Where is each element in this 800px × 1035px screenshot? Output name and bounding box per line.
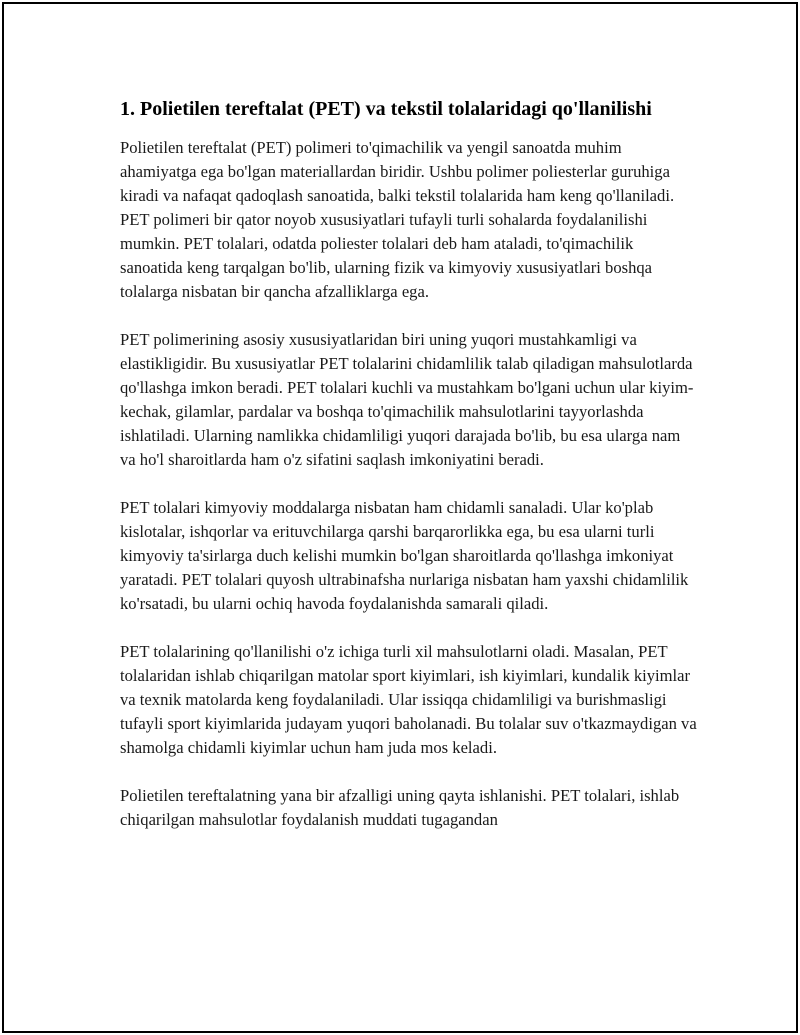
paragraph-5: Polietilen tereftalatning yana bir afzalligi uning qayta ishlanishi. PET tolalari, ishlab chiqarilgan mahsulotlar foydalanish muddati tugagandan [120,786,680,829]
paragraph-3: PET tolalari kimyoviy moddalarga nisbatan ham chidamli sanaladi. Ular ko'plab kislotalar, ishqorlar va erituvchilarga qarshi barqarorlikka ega, bu esa ularni turli kimyoviy ta'sirlarga duch kelishi mumkin bo'lgan sharoitlarda qo'llashga imkoniyat yaratadi. PET tolalari quyosh ultrabinafsha nurlariga nisbatan ham yaxshi chidamlilik ko'rsatadi, bu ularni ochiq havoda foydalanishda samarali qiladi. [120,498,689,613]
paragraph-1: Polietilen tereftalat (PET) polimeri to'qimachilik va yengil sanoatda muhim ahamiyatga ega bo'lgan materiallardan biridir. Ushbu polimer poliesterlar guruhiga kiradi va nafaqat qadoqlash sanoatida, balki tekstil tolalarida ham keng qo'llaniladi. PET polimeri bir qator noyob xususiyatlari tufayli turli sohalarda foydalanilishi mumkin. PET tolalari, odatda poliester tolalari deb ham ataladi, to'qimachilik sanoatida keng tarqalgan bo'lib, ularning fizik va kimyoviy xususiyatlari boshqa tolalarga nisbatan bir qancha afzalliklarga ega. [120,138,675,301]
document-page [2,2,798,1033]
paragraph-2: PET polimerining asosiy xususiyatlaridan biri uning yuqori mustahkamligi va elastikligidir. Bu xususiyatlar PET tolalarini chidamlilik talab qiladigan mahsulotlarda qo'llashga imkon beradi. PET tolalari kuchli va mustahkam bo'lgani uchun ular kiyim-kechak, gilamlar, pardalar va boshqa to'qimachilik mahsulotlarini tayyorlashda ishlatiladi. Ularning namlikka chidamliligi yuqori darajada bo'lib, bu esa ularga nam va ho'l sharoitlarda ham o'z sifatini saqlash imkoniyatini beradi. [120,330,694,469]
paragraph-4: PET tolalarining qo'llanilishi o'z ichiga turli xil mahsulotlarni oladi. Masalan, PET tolalaridan ishlab chiqarilgan matolar sport kiyimlari, ish kiyimlari, kundalik kiyimlar va texnik matolarda keng foydalaniladi. Ular issiqqa chidamliligi va burishmasligi tufayli sport kiyimlarida judayam yuqori baholanadi. Bu tolalar suv o'tkazmaydigan va shamolga chidamli kiyimlar uchun ham juda mos keladi. [120,642,697,757]
section-heading: 1. Polietilen tereftalat (PET) va tekstil tolalaridagi qo'llanilishi [120,98,652,120]
document-body [120,96,700,856]
